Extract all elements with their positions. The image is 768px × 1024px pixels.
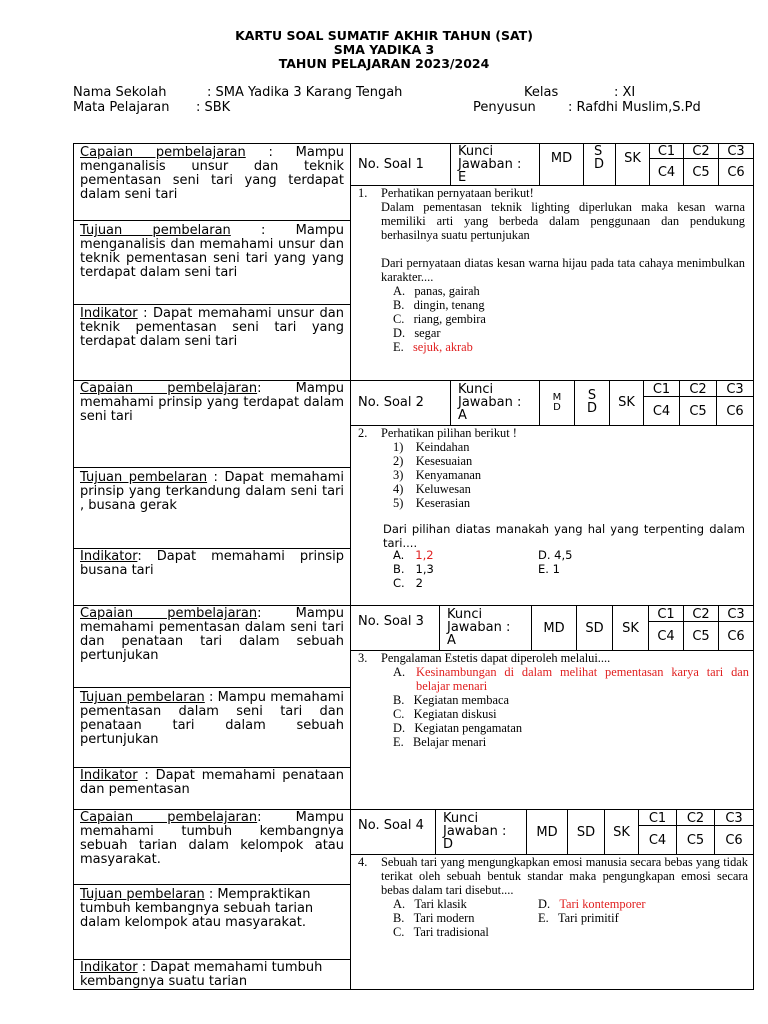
c3-cell: C3 [718,605,754,622]
indikator-label: Indikator [80,960,138,975]
question-area [350,854,754,990]
option-c: C. Tari tradisional [393,925,489,939]
indikator-label: Indikator [80,768,138,783]
md-label-d: D [553,402,561,413]
c6-cell: C6 [714,825,754,855]
sd-cell: SD [567,809,605,855]
sd-label-s: S [594,144,603,159]
correct-answer: Kesinambungan di dalam melihat pementasan karya tari dan belajar menari [416,665,749,693]
c5-cell: C5 [683,621,719,651]
question-text: Sebuah tari yang mengungkapkan emosi manusia secara bebas yang tidak terikat oleh sebuah bentuk standar maka pengungkapan emosi secara bebas dalam tari disebut.... [381,855,748,897]
tujuan-text: : Mampu memahami pementasan dalam seni tari dan penataan tari dalam sebuah pertunjukan [80,690,344,747]
kunci-label: Kunci [447,607,483,622]
capaian-label: Capaian pembelajaran [80,145,246,160]
jawaban-label: Jawaban : [458,395,522,410]
tujuan-text: : Dapat memahami prinsip yang terkandung dalam seni tari , busana gerak [80,470,345,513]
list-item: 1) Keindahan [393,440,470,454]
question-text: Perhatikan pernyataan berikut! [381,186,534,200]
subject-value: : SBK [196,100,231,115]
option-e: E. Tari primitif [538,911,619,925]
soal-number: No. Soal 4 [350,809,436,855]
correct-answer: 1,2 [415,548,434,562]
sd-cell [583,143,616,186]
capaian-cell [73,809,351,885]
option-c: C. Kegiatan diskusi [393,707,497,721]
md-label-m: M [552,392,562,403]
tujuan-cell [73,467,351,549]
c4-cell: C4 [648,621,684,651]
option-d: D. 4,5 [538,548,573,562]
jawaban-label: Jawaban : [443,824,507,839]
list-item: 3) Kenyamanan [393,468,482,482]
c3-cell: C3 [716,380,754,397]
question-paragraph: Dari pilihan diatas manakah yang hal yang terpenting dalam tari.... [383,522,745,550]
capaian-text: : Mampu memahami pementasan dalam seni tari dan penataan tari dalam sebuah pertunjukan [80,606,344,663]
question-number: 3. [358,651,368,665]
tujuan-cell [73,687,351,768]
author-value: : Rafdhi Muslim,S.Pd [568,100,701,115]
md-cell [539,380,575,426]
question-area [350,650,754,810]
option-d: D. Tari kontemporer [538,897,646,911]
question-text: Perhatikan pilihan berikut ! [381,426,517,440]
sk-cell: SK [609,380,644,426]
indikator-text: : Dapat memahami unsur dan teknik pementasan seni tari yang terdapat dalam seni tari [80,306,344,349]
class-value: : XI [614,85,636,100]
option-e: E. sejuk, akrab [393,340,473,354]
capaian-cell [73,380,351,468]
sk-cell: SK [604,809,639,855]
indikator-text: : Dapat memahami penataan dan pementasan [80,768,344,797]
soal-number: No. Soal 1 [350,143,451,186]
capaian-text: : Mampu memahami prinsip yang terdapat dalam seni tari [80,381,344,424]
list-item: 5) Keserasian [393,496,471,510]
c1-cell: C1 [648,605,684,622]
question-text: Pengalaman Estetis dapat diperoleh melalui.... [381,651,611,665]
option-a: A. panas, gairah [393,284,480,298]
c2-cell: C2 [679,380,717,397]
sk-cell: SK [612,605,649,651]
c1-cell: C1 [643,380,680,397]
tujuan-label: Tujuan pembelaran [80,690,205,705]
option-a: A. 1,2 [393,548,434,562]
answer-key: D [443,837,454,852]
indikator-label: Indikator [80,549,138,564]
soal-number: No. Soal 3 [350,605,440,651]
capaian-label: Capaian pembelajaran [80,810,258,825]
question-number: 2. [358,426,368,440]
c5-cell: C5 [683,158,719,186]
sd-label-d: D [594,157,605,172]
jawaban-label: Jawaban : [447,620,511,635]
author-label: Penyusun [473,100,536,115]
indikator-label: Indikator [80,306,138,321]
option-b: B. 1,3 [393,562,434,576]
c2-cell: C2 [683,605,719,622]
option-e: E. 1 [538,562,560,576]
question-paragraph: Dari pernyataan diatas kesan warna hijau pada tata cahaya menimbulkan karakter.... [381,256,745,284]
tujuan-label: Tujuan pembelaran [80,470,208,485]
c4-cell: C4 [649,158,684,186]
kunci-label: Kunci [458,382,494,397]
c6-cell: C6 [716,396,754,426]
tujuan-text: : Mempraktikan tumbuh kembangnya sebuah tarian dalam kelompok atau masyarakat. [80,887,314,930]
option-b: B. Tari modern [393,911,475,925]
capaian-label: Capaian pembelajaran [80,606,258,621]
tujuan-label: Tujuan pembelaran [80,887,205,902]
school-label: Nama Sekolah [73,85,167,100]
indikator-text: : Dapat memahami tumbuh kembangnya suatu tarian [80,960,323,989]
answer-key: E [458,170,467,185]
capaian-cell [73,605,351,688]
c2-cell: C2 [683,143,719,159]
list-item: 2) Kesesuaian [393,454,473,468]
indikator-cell [73,548,351,606]
option-c: C. riang, gembira [393,312,486,326]
indikator-cell [73,304,351,381]
soal-number: No. Soal 2 [350,380,451,426]
sd-cell [574,380,610,426]
kunci-label: Kunci [443,811,479,826]
subject-label: Mata Pelajaran [73,100,170,115]
md-cell: MD [526,809,568,855]
c4-cell: C4 [643,396,680,426]
option-d: D. segar [393,326,441,340]
answer-key-cell [435,809,527,855]
doc-title-line2: SMA YADIKA 3 [333,42,435,57]
answer-key: A [447,633,456,648]
doc-title-line1: KARTU SOAL SUMATIF AKHIR TAHUN (SAT) [235,28,533,43]
option-d: D. Kegiatan pengamatan [393,721,523,735]
c3-cell: C3 [718,143,754,159]
option-b: B. dingin, tenang [393,298,485,312]
capaian-label: Capaian pembelajaran [80,381,258,396]
kunci-label: Kunci [458,144,494,159]
indikator-cell [73,767,351,810]
c2-cell: C2 [676,809,715,826]
c4-cell: C4 [638,825,677,855]
capaian-text: : Mampu menganalisis unsur dan teknik pementasan seni tari yang terdapat dalam seni tari [80,145,344,202]
md-cell: MD [531,605,577,651]
option-c: C. 2 [393,576,423,590]
indikator-text: : Dapat memahami prinsip busana tari [80,549,344,578]
capaian-text: : Mampu memahami tumbuh kembangnya sebuah tarian dalam kelompok atau masyarakat. [80,810,344,867]
answer-key-cell [450,380,540,426]
school-value: : SMA Yadika 3 Karang Tengah [207,85,403,100]
c3-cell: C3 [714,809,754,826]
c1-cell: C1 [649,143,684,159]
question-area [350,185,754,381]
tujuan-cell [73,220,351,305]
question-area [350,425,754,606]
class-label: Kelas [524,85,559,100]
answer-key-cell [450,143,540,186]
sk-cell: SK [615,143,650,186]
tujuan-cell [73,884,351,960]
tujuan-text: : Mampu menganalisis dan memahami unsur dan teknik pementasan seni tari yang yang terdapat dalam seni tari [80,223,344,280]
indikator-cell [73,959,351,990]
c5-cell: C5 [676,825,715,855]
correct-answer: Tari kontemporer [559,897,646,911]
capaian-cell [73,143,351,221]
correct-answer: sejuk, akrab [412,340,473,354]
c6-cell: C6 [718,158,754,186]
list-item: 4) Keluwesan [393,482,471,496]
c1-cell: C1 [638,809,677,826]
c5-cell: C5 [679,396,717,426]
option-a: A. Tari klasik [393,897,467,911]
sd-cell: SD [576,605,613,651]
question-paragraph: Dalam pementasan teknik lighting diperlukan maka kesan warna memiliki arti yang berbeda dalam penggunaan dan pendukung berhasilnya suatu pertunjukan [381,200,745,242]
option-b: B. Kegiatan membaca [393,693,509,707]
sd-label-s: S [587,388,597,403]
jawaban-label: Jawaban : [458,157,522,172]
question-number: 4. [358,855,368,869]
tujuan-label: Tujuan pembelaran [80,223,231,238]
question-number: 1. [358,186,368,200]
sd-label-d: D [586,401,597,416]
c6-cell: C6 [718,621,754,651]
md-cell: MD [539,143,584,186]
option-a-letter: A. [393,665,406,679]
answer-key-cell [439,605,532,651]
doc-title-line3: TAHUN PELAJARAN 2023/2024 [278,56,490,71]
option-e: E. Belajar menari [393,735,487,749]
answer-key: A [458,408,467,423]
